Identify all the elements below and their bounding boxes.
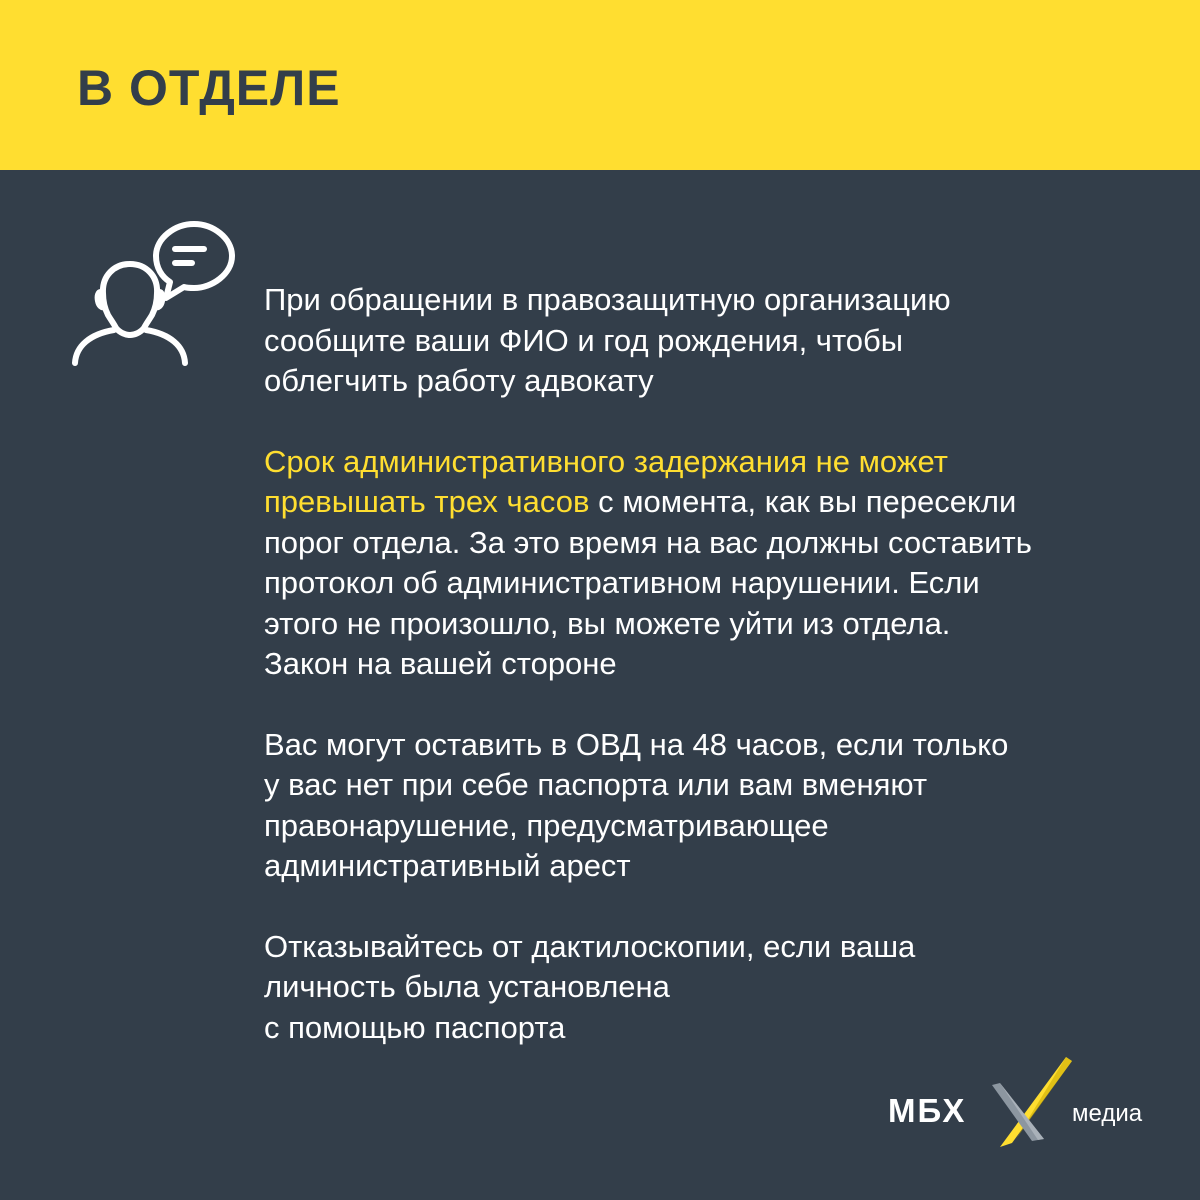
logo-wordmark: МБХ (888, 1092, 967, 1129)
text-line: протокол об административном нарушении. Если (264, 565, 980, 600)
mbh-media-logo (888, 1055, 1158, 1150)
person-speech-bubble-icon (70, 218, 240, 373)
text-line: личность была установлена (264, 969, 670, 1004)
text-line: этого не произошло, вы можете уйти из отдела. (264, 605, 951, 641)
text-line: с помощью паспорта (264, 1009, 566, 1045)
text-line: у вас нет при себе паспорта или вам вменяют (264, 767, 928, 802)
logo-subtitle: медиа (1072, 1100, 1143, 1127)
text-line-mixed (264, 482, 1164, 523)
highlight-text: Срок административного задержания не может (264, 443, 948, 479)
text-line: правонарушение, предусматривающее (264, 807, 829, 843)
text-line: порог отдела. За это время на вас должны составить (264, 524, 1032, 560)
text-line: Закон на вашей стороне (264, 646, 617, 681)
content-text (264, 280, 1164, 1088)
paragraph-48-hours (264, 725, 1164, 887)
text-line: Вас могут оставить в ОВД на 48 часов, если только (264, 726, 1009, 762)
paragraph-contact-info (264, 280, 1164, 402)
text-line: Отказывайтесь от дактилоскопии, если ваша (264, 928, 916, 964)
page-title: В ОТДЕЛЕ (77, 60, 341, 116)
highlight-text: превышать трех часов (264, 484, 590, 519)
paragraph-detention-time (264, 442, 1164, 685)
logo-x-mark-icon (986, 1055, 1078, 1150)
header-band (0, 0, 1200, 170)
text-line: сообщите ваши ФИО и год рождения, чтобы (264, 322, 904, 358)
text-line: облегчить работу адвокату (264, 363, 654, 398)
text-line: административный арест (264, 848, 631, 883)
text-fragment: с момента, как вы пересекли (589, 484, 1017, 519)
paragraph-fingerprinting (264, 927, 1164, 1049)
text-line: При обращении в правозащитную организацию (264, 282, 951, 317)
